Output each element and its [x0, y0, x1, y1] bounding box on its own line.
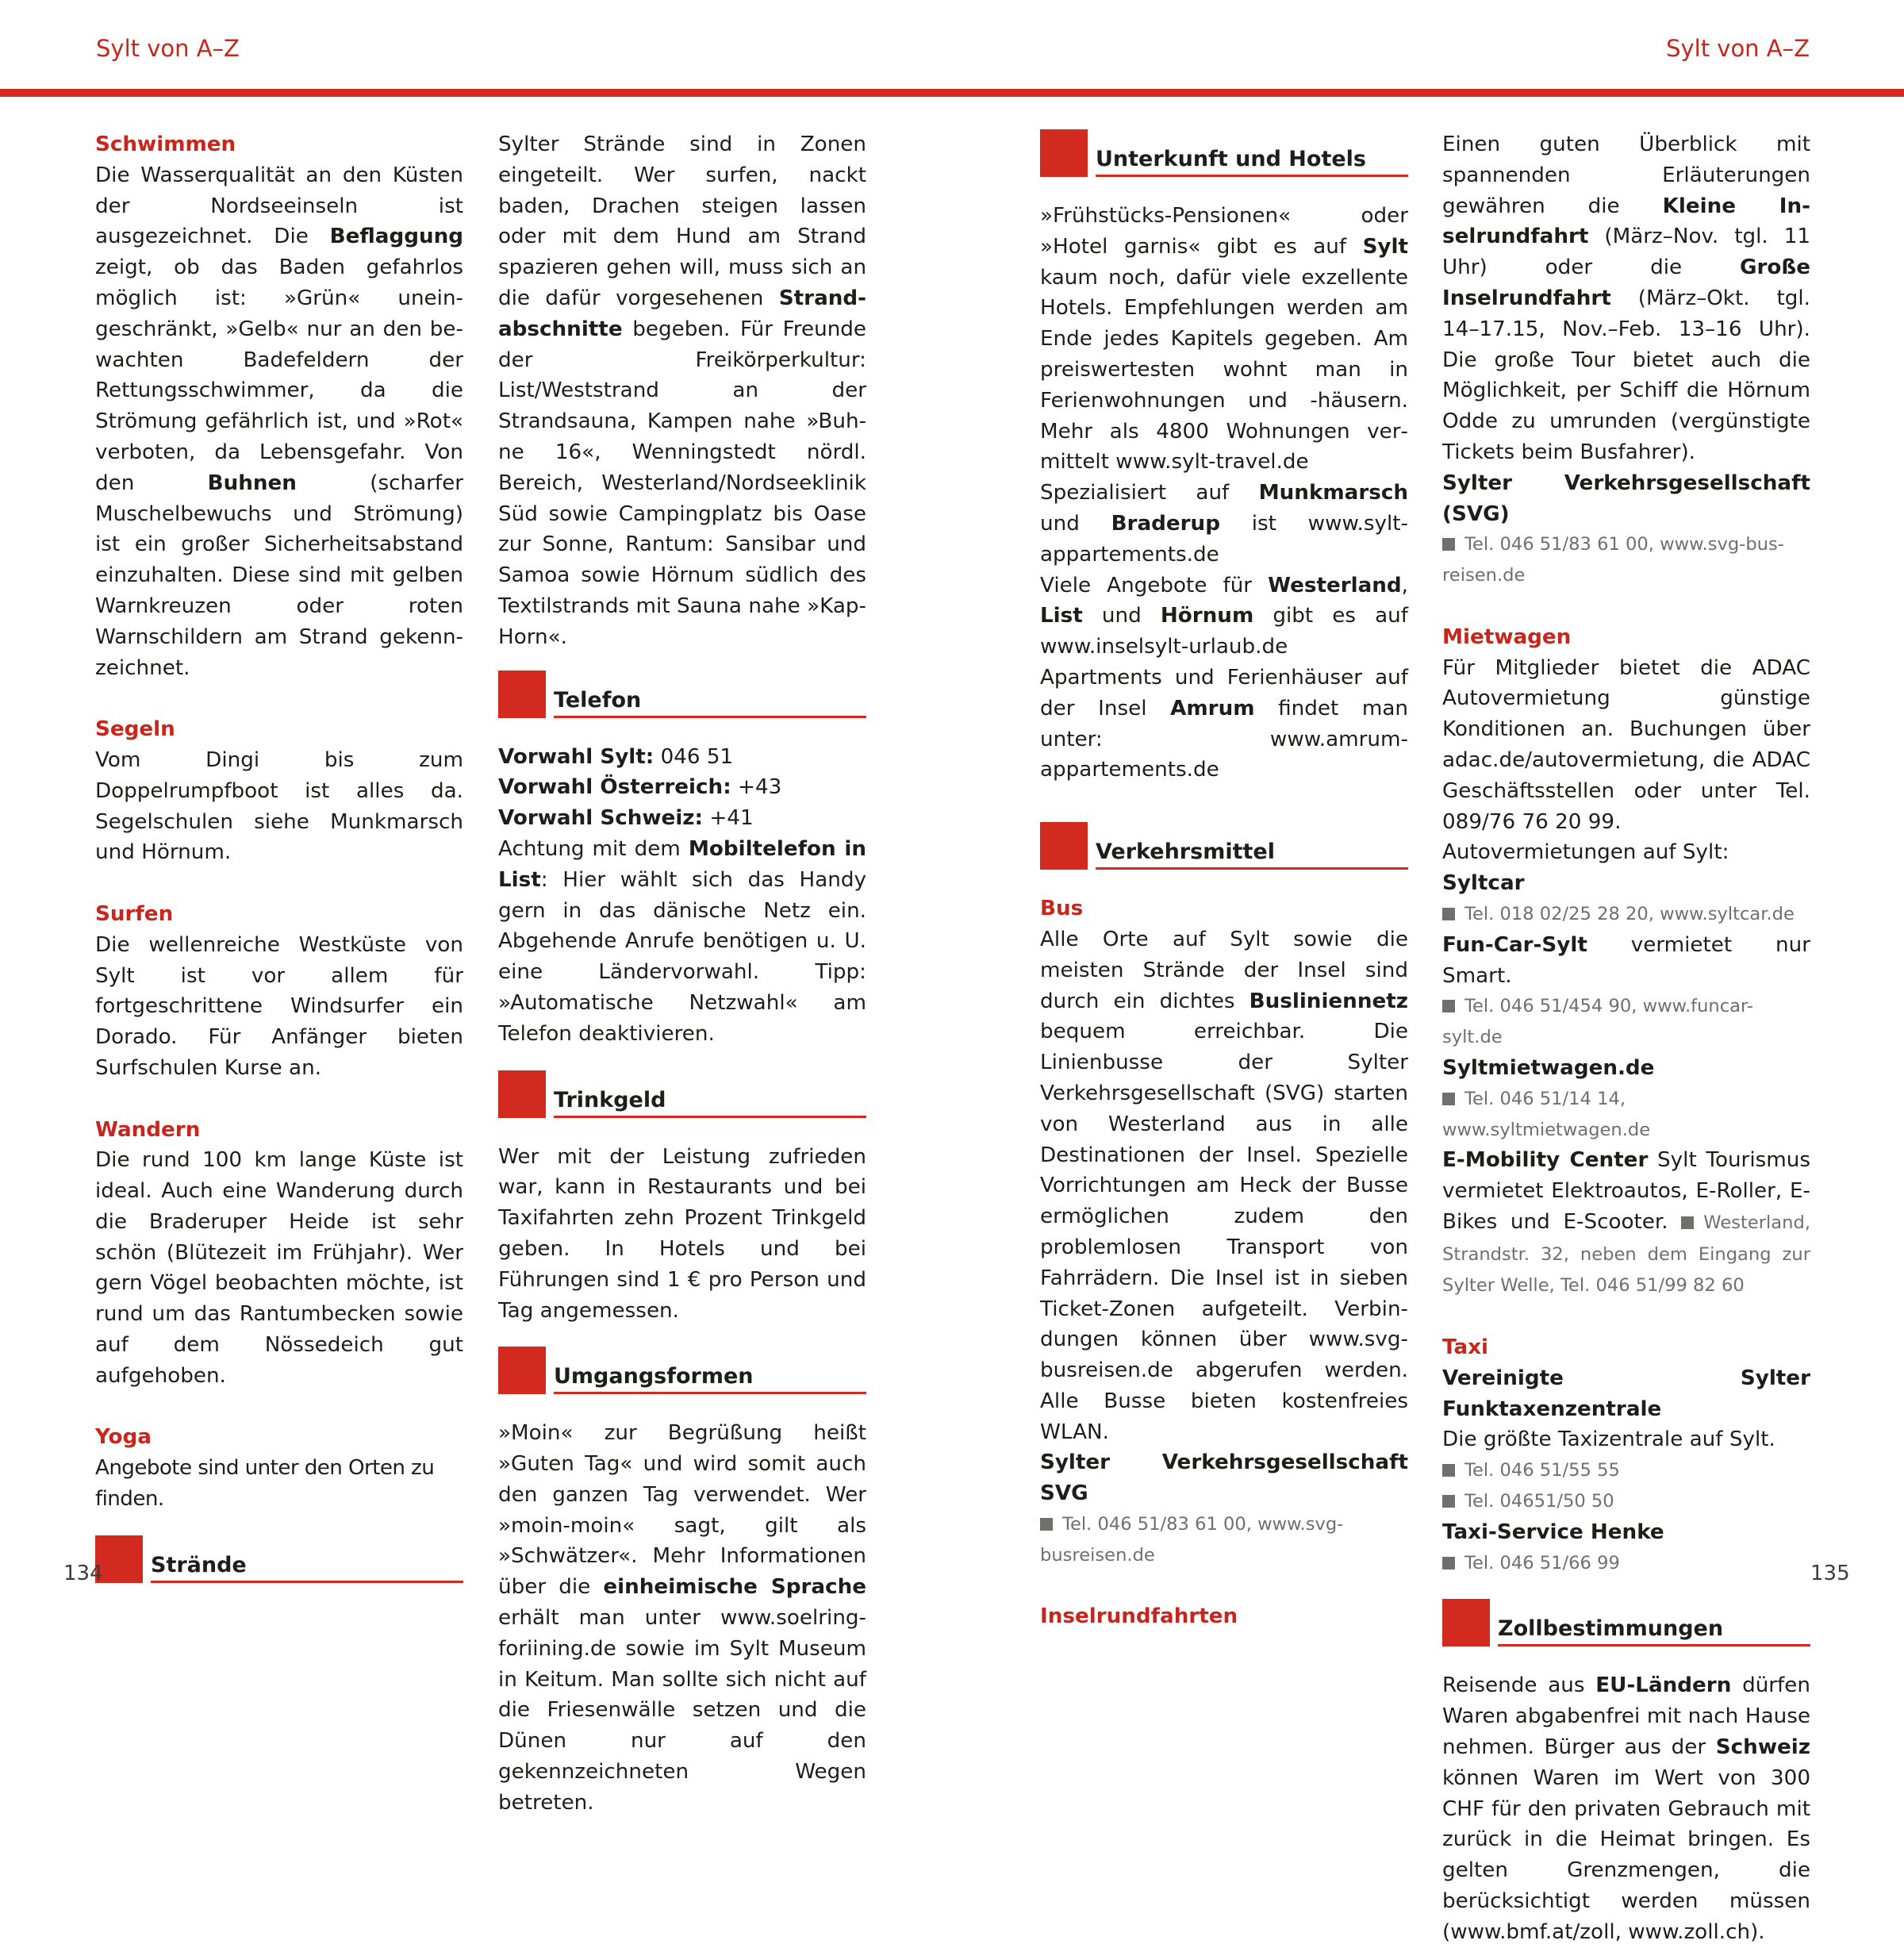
text-unterkunft-4: Apartments und Ferienhäuser auf der Insel Amrum findet man unter: www.amrum-appartements.de [1040, 665, 1408, 782]
heading-verkehrsmittel: Verkehrsmittel [1096, 840, 1275, 865]
funcar-info: Tel. 046 51/454 90, www.funcar-sylt.de [1442, 996, 1753, 1048]
red-square-marker [498, 1347, 546, 1394]
section-box-umgangsformen [498, 1347, 866, 1394]
heading-mietwagen: Mietwagen [1442, 624, 1572, 649]
info-square-icon [1442, 908, 1455, 920]
text-trinkgeld: Wer mit der Leistung zufrieden war, kann in Restaurants und bei Taxifahrten zehn Prozent Trinkgeld geben. In Hotels und bei Führungen sind 1 € pro Person und Tag angemessen. [498, 1144, 866, 1323]
heading-schwimmen: Schwimmen [95, 133, 236, 156]
info-square-icon [1442, 1093, 1455, 1105]
info-square-icon [1442, 1000, 1455, 1012]
heading-taxi: Taxi [1442, 1335, 1489, 1360]
svg-info: Tel. 046 51/83 61 00, www.svg-busreisen.de [1040, 1514, 1344, 1566]
taxi-name-1: Vereinigte Sylter Funktaxenzentrale [1442, 1366, 1810, 1421]
section-box-unterkunft [1040, 129, 1408, 177]
red-square-marker [1040, 822, 1088, 870]
svg2-info: Tel. 046 51/83 61 00, www.svg-busreisen.de [1442, 534, 1784, 586]
column-4 [1442, 129, 1810, 1948]
heading-underline [554, 716, 866, 718]
section-box-telefon [498, 670, 866, 718]
page-number-right: 135 [1810, 1562, 1850, 1585]
taxi-info-2: Tel. 04651/50 50 [1442, 1486, 1810, 1517]
text-unterkunft-1: »Frühstücks-Pensionen« oder »Hotel garnis« gibt es auf Sylt kaum noch, dafür viele exzellente Hotels. Empfehlungen werden am Ende jedes Kapitels gegeben. Am preiswertesten wohnt man in Ferienwohnungen und -häusern. Mehr als 4800 Wohnungen vermittelt www.sylt-travel.de [1040, 204, 1408, 475]
telefon-vorwahl-schweiz: Vorwahl Schweiz: +41 [498, 806, 754, 831]
heading-unterkunft: Unterkunft und Hotels [1096, 147, 1366, 171]
text-mietwagen-intro: Autovermietungen auf Sylt: [1442, 840, 1729, 865]
text-umgangsformen: »Moin« zur Begrüßung heißt »Guten Tag« und wird somit auch den ganzen Tag verwendet. Wer »moin-moin« sagt, gilt als »Schwätzer«. Mehr Informationen über die einheimische Sprache erhält man unter www.soelring-foriining.de sowie im Sylt Museum in Keitum. Man sollte sich nicht auf die Friesenwälle setzen und die Dünen nur auf den gekennzeichneten Wegen betreten. [498, 1421, 867, 1815]
text-schwimmen: Die Wasserqualität an den Küsten der Nordseeinseln ist ausgezeichnet. Die Beflaggung zeigt, ob das Baden gefahrlos möglich ist: »Grün« uneingeschränkt, »Gelb« nur an den bewachten Badefeldern der Rettungsschwimmer, da die Strömung gefährlich ist, und »Rot« verboten, da Lebensgefahr. Von den Buhnen (scharfer Muschelbewuchs und Strömung) ist ein großer Sicherheitsabstand einzuhalten. Diese sind mit gelben Warnkreuzen oder roten Warnschildern am Strand gekennzeichnet. [95, 163, 464, 680]
page-number-left: 134 [63, 1562, 103, 1585]
heading-segeln: Segeln [95, 717, 175, 742]
text-straende-continued: Sylter Strände sind in Zonen eingeteilt. Wer surfen, nackt baden, Drachen steigen lassen oder mit dem Hund am Strand spazieren gehen will, muss sich an die dafür vorgesehenen Strandabschnitte begeben. Für Freunde der Freikörperkultur: List/Weststrand an der Strandsauna, Kampen nahe »Buhne 16«, Wenningstedt nördl. Bereich, Westerland/Nordseeklinik Süd sowie Campingplatz bis Oase zur Sonne, Rantum: Sansibar und Samoa sowie Hörnum südlich des Textilstrands mit Sauna nahe »Kap-Horn«. [498, 133, 867, 649]
red-square-marker [498, 670, 546, 718]
heading-underline [554, 1392, 866, 1394]
info-square-icon [1442, 538, 1455, 551]
taxi-info-1: Tel. 046 51/55 55 [1442, 1455, 1810, 1486]
heading-underline [1498, 1644, 1810, 1646]
running-header-left: Sylt von A–Z [96, 35, 240, 62]
red-square-marker [498, 1070, 546, 1118]
heading-underline [554, 1116, 866, 1118]
heading-trinkgeld: Trinkgeld [554, 1087, 666, 1112]
text-yoga: Angebote sind unter den Orten zu finden. [95, 1456, 435, 1512]
taxi-name-2: Taxi-Service Henke [1442, 1520, 1664, 1544]
svg2-name: Sylter Verkehrsgesellschaft (SVG) [1442, 471, 1810, 526]
emobility-entry: E-Mobility Center Sylt Tourismus vermietet Elektroautos, E-Roller, E-Bikes und E-Scooter. Westerland, Strandstr. 32, neben dem Eingang zur Sylter Welle, Tel. 046 51/99 82 60 [1442, 1148, 1810, 1297]
text-zoll: Reisende aus EU-Ländern dürfen Waren abgabenfrei mit nach Hause nehmen. Bürger aus der Schweiz können Waren im Wert von 300 CHF für den privaten Gebrauch mit zurück in die Heimat bringen. Es gelten Grenzmengen, die berücksichtigt werden müssen (www.bmf.at/zoll, www.zoll.ch). [1442, 1673, 1810, 1944]
telefon-vorwahl-oesterreich: Vorwahl Österreich: +43 [498, 775, 782, 800]
text-surfen: Die wellenreiche Westküste von Sylt ist vor allem für fortgeschrittene Windsurfer ein Dorado. Für Anfänger bieten Surfschulen Kurse an. [95, 932, 463, 1080]
taxi-text-1: Die größte Taxizentrale auf Sylt. [1442, 1427, 1775, 1452]
section-box-straende [95, 1535, 463, 1583]
taxi-info-3: Tel. 046 51/66 99 [1442, 1548, 1810, 1579]
heading-wandern: Wandern [95, 1117, 201, 1142]
section-box-trinkgeld [498, 1070, 866, 1118]
svg-name: Sylter Verkehrsgesellschaft SVG [1040, 1450, 1408, 1506]
info-square-icon [1442, 1495, 1455, 1508]
info-square-icon [1442, 1557, 1455, 1570]
syltcar-info: Tel. 018 02/25 28 20, www.syltcar.de [1442, 899, 1810, 930]
heading-underline [1096, 867, 1408, 870]
text-unterkunft-3: Viele Angebote für Westerland, List und Hörnum gibt es auf www.inselsylt-urlaub.de [1040, 573, 1409, 659]
column-2-continued [498, 129, 866, 1819]
heading-yoga: Yoga [95, 1425, 152, 1450]
info-square-icon [1442, 1464, 1455, 1477]
text-bus: Alle Orte auf Sylt sowie die meisten Strände der Insel sind durch ein dichtes Busliniennetz bequem erreichbar. Die Linienbusse der Sylter Verkehrsgesellschaft (SVG) starten von Westerland aus in alle Destinationen der Insel. Spezielle Vorrichtungen am Heck der Busse ermöglichen zudem den problemlosen Transport von Fahrrädern. Die Insel ist in sieben Ticket-Zonen aufgeteilt. Verbindungen können über www.svg-busreisen.de abgerufen werden. Alle Busse bieten kostenfreies WLAN. [1040, 927, 1408, 1444]
heading-surfen: Surfen [95, 901, 174, 926]
red-square-marker [1442, 1599, 1490, 1646]
syltcar-name: Syltcar [1442, 871, 1525, 896]
section-box-verkehrsmittel [1040, 822, 1408, 870]
heading-straende: Strände [151, 1552, 247, 1577]
heading-zoll: Zollbestimmungen [1498, 1616, 1724, 1642]
text-unterkunft-2: Spezialisiert auf Munkmarsch und Braderup ist www.sylt-appartements.de [1040, 481, 1408, 567]
syltmietwagen-name: Syltmietwagen.de [1442, 1055, 1655, 1080]
red-square-marker [1040, 129, 1088, 177]
syltmietwagen-info: Tel. 046 51/14 14, www.syltmietwagen.de [1442, 1088, 1651, 1140]
heading-telefon: Telefon [554, 687, 642, 713]
telefon-vorwahl-sylt: Vorwahl Sylt: 046 51 [498, 744, 734, 769]
heading-inselrundfahrten: Inselrundfahrten [1040, 1604, 1238, 1629]
column-3 [1040, 129, 1408, 1632]
column-2 [498, 0, 866, 145]
heading-underline [151, 1581, 463, 1583]
running-header-right: Sylt von A–Z [1666, 35, 1810, 62]
info-square-icon [1040, 1518, 1053, 1531]
text-inselrundfahrten-continued: Einen guten Überblick mit spannenden Erläuterungen gewähren die Kleine Inselrundfahrt (März–Nov. tgl. 11 Uhr) oder die Große Inselrundfahrt (März–Okt. tgl. 14–17.15, Nov.–Feb. 13–16 Uhr). Die große Tour bietet auch die Möglichkeit, per Schiff die Hörnum Odde zu umrunden (vergünstigte Tickets beim Busfahrer). [1442, 133, 1811, 464]
text-segeln: Vom Dingi bis zum Doppelrumpfboot ist alles da. Segelschulen siehe Munkmarsch und Hörnum. [95, 747, 463, 865]
text-telefon: Achtung mit dem Mobiltelefon in List: Hier wählt sich das Handy gern in das dänische Netz ein. Abgehende Anrufe benötigen u. U. eine Ländervorwahl. Tipp: »Automatische Netzwahl« am Telefon deaktivieren. [498, 836, 867, 1046]
heading-bus: Bus [1040, 897, 1084, 921]
header-rule [0, 89, 1904, 97]
text-mietwagen: Für Mitglieder bietet die ADAC Autovermietung günstige Konditionen an. Buchungen über adac.de/autovermietung, die ADAC Geschäftsstellen oder unter Tel. 089/76 76 20 99. [1442, 655, 1810, 834]
heading-underline [1096, 175, 1408, 177]
funcar-entry: Fun-Car-Sylt vermietet nur Smart. [1442, 932, 1810, 988]
text-wandern: Die rund 100 km lange Küste ist ideal. Auch eine Wanderung durch die Braderuper Heide ist sehr schön (Blütezeit im Frühjahr). Wer gern Vögel beobachten möchte, ist rund um das Rantumbecken sowie auf dem Nössedeich gut aufgehoben. [95, 1148, 463, 1388]
info-square-icon [1681, 1216, 1694, 1229]
column-1 [95, 129, 463, 1607]
section-box-zoll [1442, 1599, 1810, 1646]
heading-umgangsformen: Umgangsformen [554, 1364, 754, 1389]
